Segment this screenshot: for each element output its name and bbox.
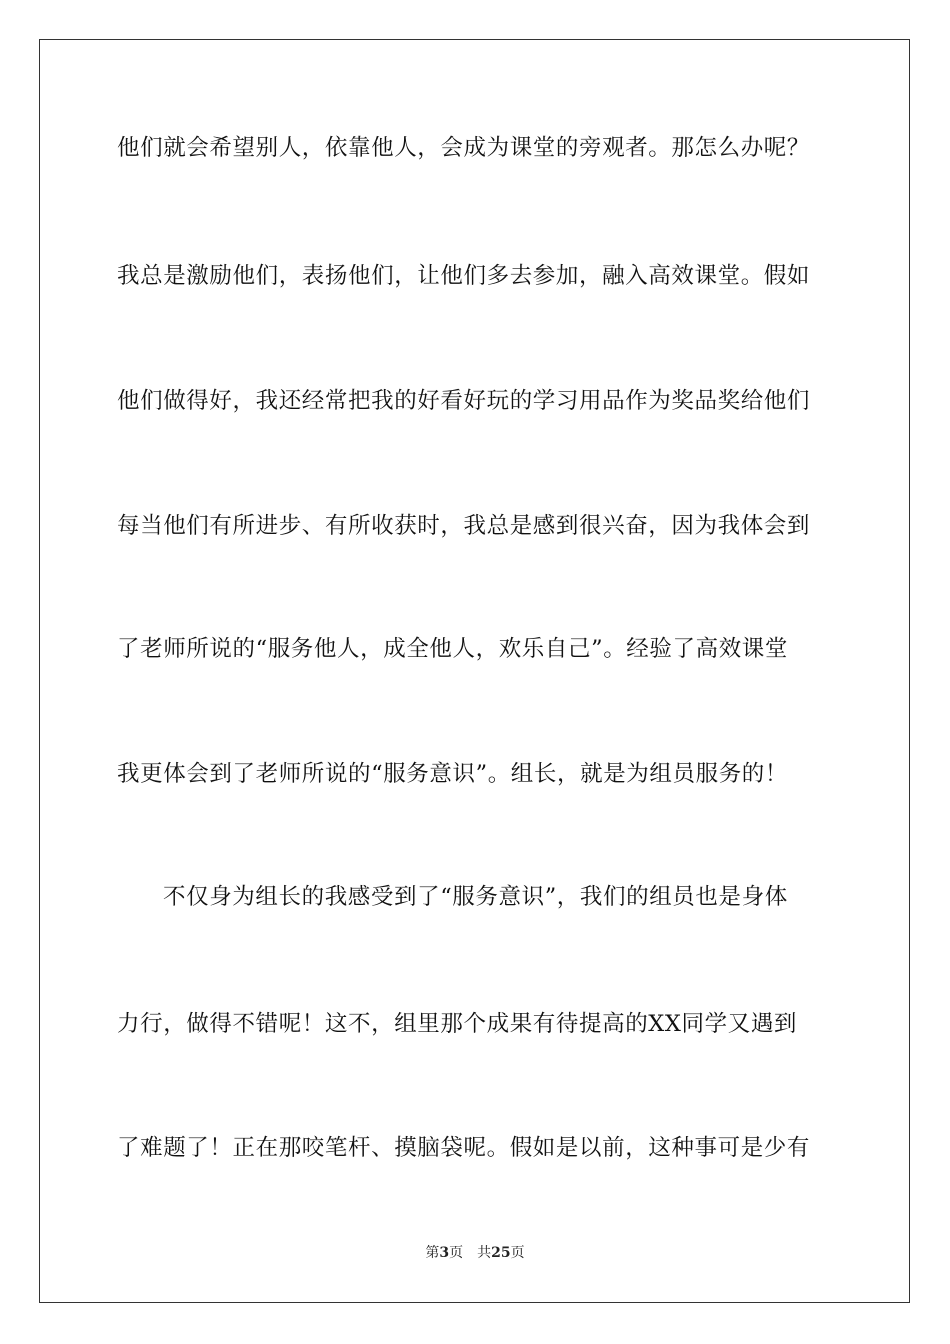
page-unit: 页 — [449, 1245, 464, 1261]
page-border — [39, 39, 910, 1303]
body-text-line-1: 他们就会希望别人，依靠他人，会成为课堂的旁观者。那怎么办呢？ — [117, 135, 811, 161]
total-page-count: 25 — [491, 1245, 511, 1261]
body-text-line-4: 每当他们有所进步、有所收获时，我总是感到很兴奋，因为我体会到 — [117, 513, 811, 539]
total-unit: 页 — [510, 1245, 525, 1261]
body-text-line-8: 力行，做得不错呢！这不，组里那个成果有待提高的XX同学又遇到 — [117, 1011, 798, 1037]
body-text-line-7-paragraph-start: 不仅身为组长的我感受到了“服务意识”，我们的组员也是身体 — [163, 884, 788, 910]
body-text-line-2: 我总是激励他们，表扬他们，让他们多去参加，融入高效课堂。假如 — [117, 263, 811, 289]
page-footer — [0, 1244, 950, 1262]
body-text-line-3: 他们做得好，我还经常把我的好看好玩的学习用品作为奖品奖给他们 — [117, 388, 811, 414]
total-prefix: 共 — [477, 1245, 492, 1261]
body-text-line-5: 了老师所说的“服务他人，成全他人，欢乐自己”。经验了高效课堂 — [117, 636, 789, 662]
current-page-number: 3 — [439, 1245, 450, 1261]
page-prefix: 第 — [425, 1245, 440, 1261]
body-text-line-9: 了难题了！正在那咬笔杆、摸脑袋呢。假如是以前，这种事可是少有 — [117, 1135, 811, 1161]
body-text-line-6: 我更体会到了老师所说的“服务意识”。组长，就是为组员服务的！ — [117, 761, 789, 787]
